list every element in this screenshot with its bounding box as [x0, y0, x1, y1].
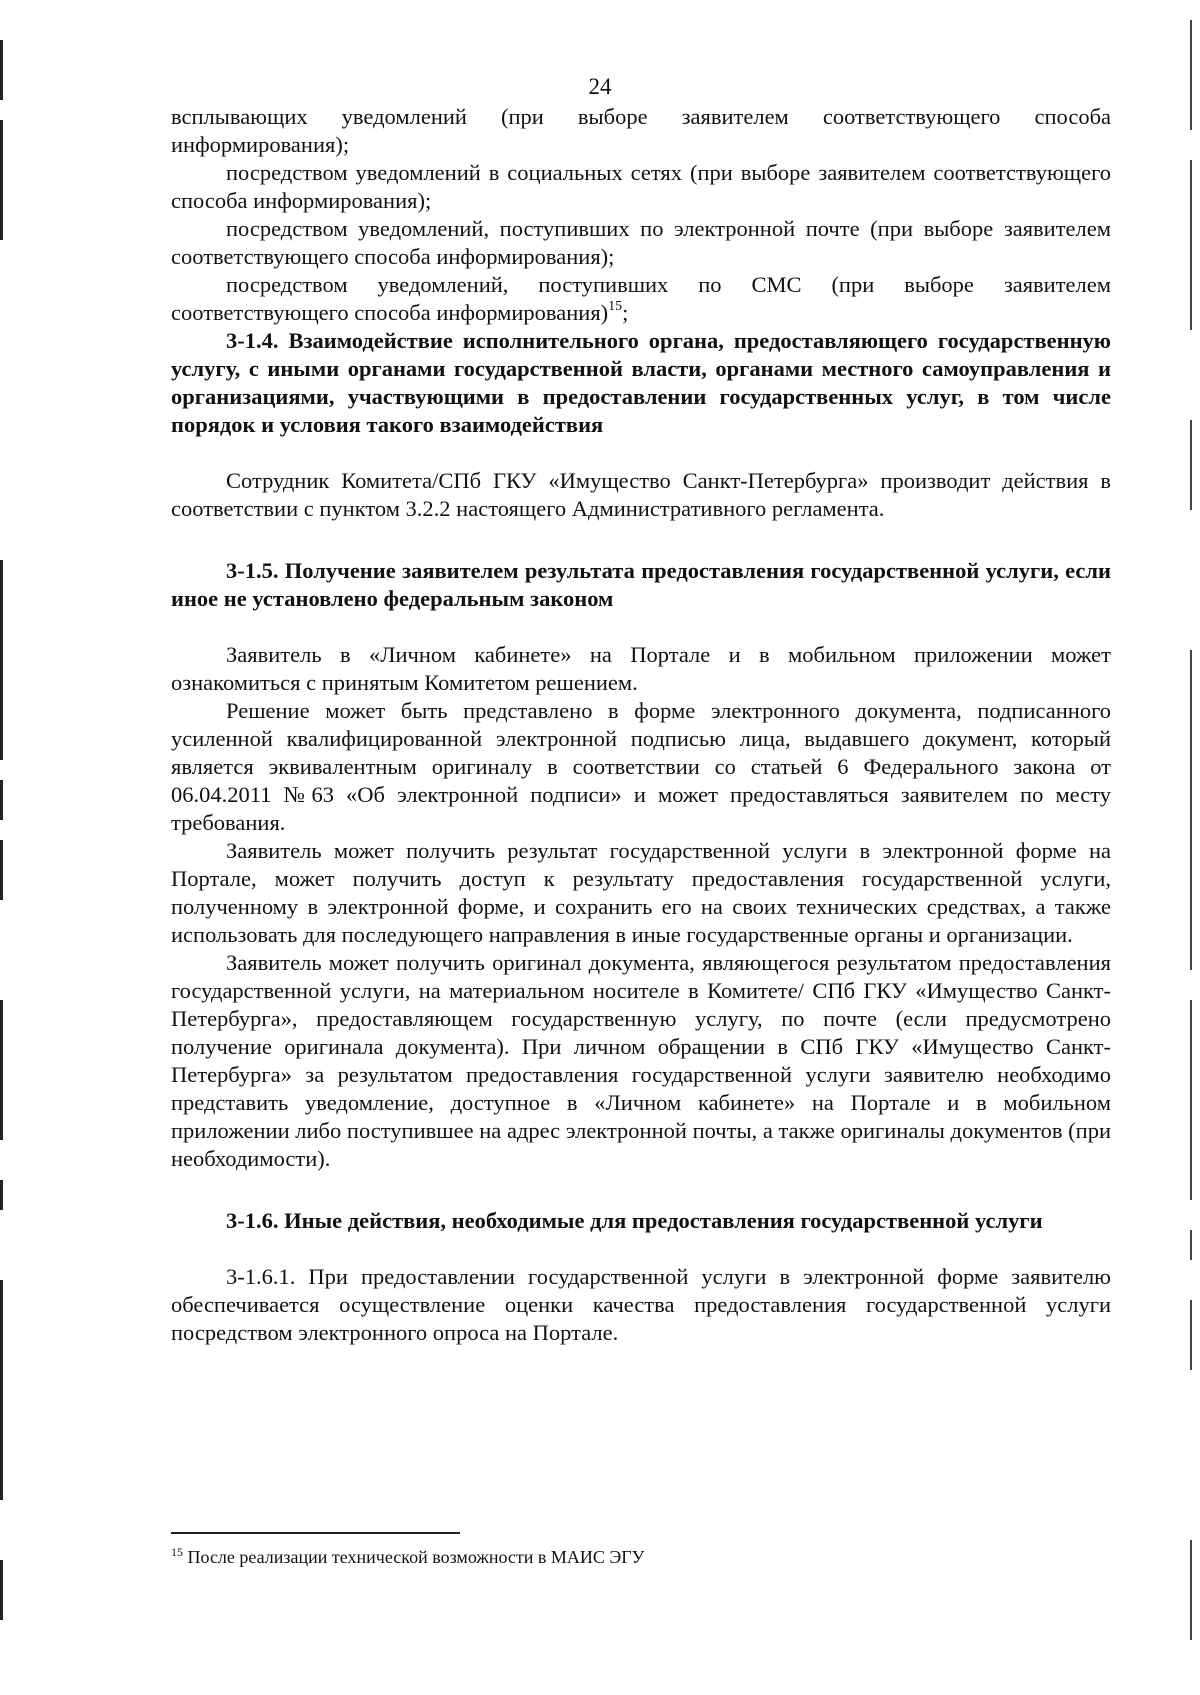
- section-heading-3-1-5: 3-1.5. Получение заявителем результата предоставления государственной услуги, если иное не установлено федеральным законом: [171, 558, 1111, 611]
- paragraph-email-notifications: посредством уведомлений, поступивших по электронной почте (при выборе заявителем соответствующего способа информирования);: [171, 216, 1111, 269]
- page-number: 24: [588, 74, 612, 99]
- paragraph-quality-assessment: 3-1.6.1. При предоставлении государственной услуги в электронной форме заявителю обеспечивается осуществление оценки качества предоставления государственной услуги посредством электронного опроса на Портале.: [171, 1264, 1111, 1345]
- footnote-mark: 15: [171, 1545, 183, 1559]
- paragraph-electronic-document: Решение может быть представлено в форме электронного документа, подписанного усиленной квалифицированной электронной подписью лица, выдавшего документ, который является эквивалентным оригиналу в соответствии со статьей 6 Федерального закона от 06.04.2011 №63 «Об электронной подписи» и может предоставляться заявителем по месту требования.: [171, 698, 1111, 835]
- footnote-divider: [171, 1532, 460, 1534]
- section-heading-3-1-4: 3-1.4. Взаимодействие исполнительного органа, предоставляющего государственную услугу, с иными органами государственной власти, органами местного самоуправления и организациями, участвующими в предоставлении государственных услуг, в том числе порядок и условия такого взаимодействия: [171, 328, 1111, 437]
- footnote-text: После реализации технической возможности в МАИС ЭГУ: [183, 1547, 645, 1567]
- scan-edge-right: [1190, 0, 1194, 1695]
- paragraph-electronic-result: Заявитель может получить результат государственной услуги в электронной форме на Портале, может получить доступ к результату предоставления государственной услуги, полученному в электронной форме, и сохранить его на своих технических средствах, а также использовать для последующего направления в иные государственные органы и организации.: [171, 838, 1111, 947]
- footnote: [171, 1545, 1111, 1569]
- paragraph-sms-notifications: [171, 271, 1111, 327]
- paragraph-social-notifications: посредством уведомлений в социальных сетях (при выборе заявителем соответствующего способа информирования);: [171, 160, 1111, 213]
- sms-notifications-text: посредством уведомлений, поступивших по СМС (при выборе заявителем соответствующего способа информирования): [171, 272, 1111, 325]
- paragraph-original-document: Заявитель может получить оригинал документа, являющегося результатом предоставления государственной услуги, на материальном носителе в Комитете/ СПб ГКУ «Имущество Санкт-Петербурга», предоставляющем государственную услугу, по почте (если предусмотрено получение оригинала документа). При личном обращении в СПб ГКУ «Имущество Санкт-Петербурга» за результатом предоставления государственной услуги заявителю необходимо представить уведомление, доступное в «Личном кабинете» на Портале и в мобильном приложении либо поступившее на адрес электронной почты, а также оригиналы документов (при необходимости).: [171, 950, 1111, 1171]
- scan-edge-left: [0, 0, 6, 1695]
- paragraph-employee-actions: Сотрудник Комитета/СПб ГКУ «Имущество Санкт-Петербурга» производит действия в соответствии с пунктом 3.2.2 настоящего Административного регламента.: [171, 468, 1111, 521]
- paragraph-popup-notifications: всплывающих уведомлений (при выборе заявителем соответствующего способа информирования);: [171, 104, 1111, 157]
- sms-notifications-tail: ;: [622, 300, 629, 325]
- paragraph-personal-account: Заявитель в «Личном кабинете» на Портале и в мобильном приложении может ознакомиться с принятым Комитетом решением.: [171, 642, 1111, 695]
- section-heading-3-1-6: 3-1.6. Иные действия, необходимые для предоставления государственной услуги: [226, 1208, 1043, 1233]
- document-body: [171, 103, 1111, 1347]
- footnote-reference: 15: [608, 299, 623, 314]
